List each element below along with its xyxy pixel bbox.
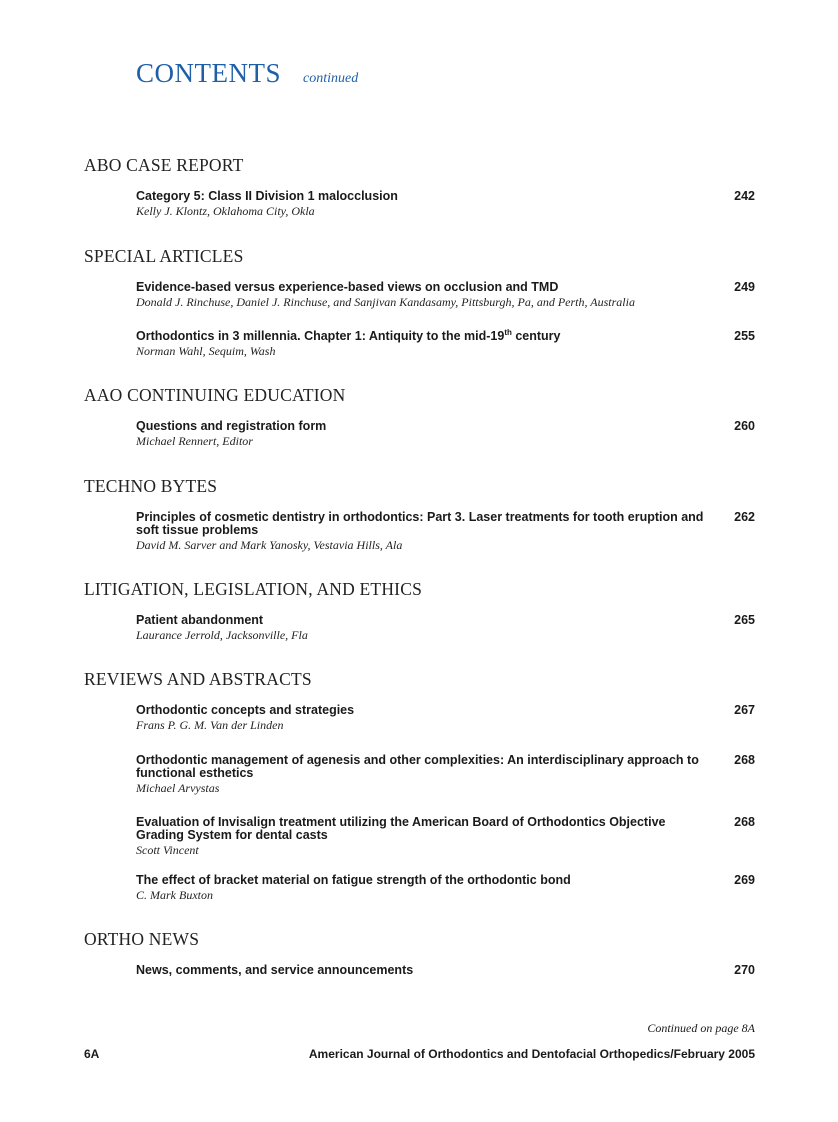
entry-authors: Scott Vincent: [136, 843, 199, 857]
entry-page-number: 255: [734, 329, 755, 343]
page-title: CONTENTS: [136, 58, 281, 88]
entry-authors: Donald J. Rinchuse, Daniel J. Rinchuse, and Sanjivan Kandasamy, Pittsburgh, Pa, and Perth, Australia: [136, 295, 635, 309]
continued-on-note: Continued on page 8A: [647, 1021, 755, 1035]
entry-authors: Kelly J. Klontz, Oklahoma City, Okla: [136, 204, 315, 218]
entry-page-number: 242: [734, 189, 755, 203]
entry-title[interactable]: Category 5: Class II Division 1 malocclusion: [136, 189, 398, 203]
toc-entry[interactable]: [136, 816, 755, 858]
entry-authors: C. Mark Buxton: [136, 888, 213, 902]
entry-title-main: Orthodontics in 3 millennia. Chapter 1: Antiquity to the mid-19: [136, 329, 505, 343]
toc-entry[interactable]: [136, 874, 755, 903]
entry-authors: David M. Sarver and Mark Yanosky, Vestavia Hills, Ala: [136, 538, 403, 552]
section-heading-special-articles: SPECIAL ARTICLES: [84, 246, 244, 266]
toc-entry[interactable]: [136, 704, 755, 733]
entry-page-number: 270: [734, 963, 755, 977]
toc-entry[interactable]: [136, 511, 755, 553]
toc-entry[interactable]: [136, 420, 755, 449]
entry-title[interactable]: Evaluation of Invisalign treatment utilizing the American Board of Orthodontics Objective Grading System for dental casts: [136, 815, 666, 842]
entry-page-number: 265: [734, 613, 755, 627]
entry-title[interactable]: Principles of cosmetic dentistry in orthodontics: Part 3. Laser treatments for tooth eruption and soft tissue problems: [136, 510, 704, 537]
continued-label: continued: [303, 71, 359, 86]
section-heading-reviews-and-abstracts: REVIEWS AND ABSTRACTS: [84, 669, 312, 689]
entry-title[interactable]: Patient abandonment: [136, 613, 264, 627]
entry-page-number: 260: [734, 419, 755, 433]
entry-authors: Laurance Jerrold, Jacksonville, Fla: [136, 628, 308, 642]
entry-authors: Frans P. G. M. Van der Linden: [136, 718, 284, 732]
section-heading-aao-continuing-education: AAO CONTINUING EDUCATION: [84, 385, 346, 405]
entry-page-number: 262: [734, 510, 755, 524]
entry-title[interactable]: Evidence-based versus experience-based views on occlusion and TMD: [136, 280, 559, 294]
entry-page-number: 269: [734, 873, 755, 887]
toc-entry[interactable]: [136, 327, 755, 359]
toc-entry[interactable]: [136, 964, 755, 977]
toc-entry[interactable]: [136, 754, 755, 796]
footer-page-label: 6A: [84, 1047, 100, 1061]
entry-page-number: 267: [734, 703, 755, 717]
entry-title[interactable]: Orthodontic concepts and strategies: [136, 703, 355, 717]
entry-authors: Norman Wahl, Sequim, Wash: [136, 344, 276, 358]
entry-page-number: 268: [734, 753, 755, 767]
page-header: [136, 58, 358, 89]
entry-title[interactable]: Orthodontic management of agenesis and other complexities: An interdisciplinary approach to functional esthetics: [136, 753, 699, 780]
entry-title-end: century: [511, 329, 561, 343]
entry-title[interactable]: [136, 327, 711, 343]
section-heading-ortho-news: ORTHO NEWS: [84, 929, 200, 949]
entry-title[interactable]: The effect of bracket material on fatigue strength of the orthodontic bond: [136, 873, 571, 887]
entry-authors: Michael Rennert, Editor: [136, 434, 253, 448]
section-heading-abo-case-report: ABO CASE REPORT: [84, 155, 244, 175]
footer-journal-name: American Journal of Orthodontics and Dentofacial Orthopedics/February 2005: [308, 1047, 755, 1061]
entry-page-number: 268: [734, 815, 755, 829]
toc-entry[interactable]: [136, 190, 755, 219]
toc-entry[interactable]: [136, 281, 755, 310]
entry-page-number: 249: [734, 280, 755, 294]
toc-entry[interactable]: [136, 614, 755, 643]
entry-title-superscript: th: [504, 327, 512, 337]
entry-title[interactable]: Questions and registration form: [136, 419, 327, 433]
entry-authors: Michael Arvystas: [136, 781, 220, 795]
section-heading-litigation-legislation-ethics: LITIGATION, LEGISLATION, AND ETHICS: [84, 579, 422, 599]
section-heading-techno-bytes: TECHNO BYTES: [84, 476, 218, 496]
entry-title[interactable]: News, comments, and service announcements: [136, 963, 414, 977]
